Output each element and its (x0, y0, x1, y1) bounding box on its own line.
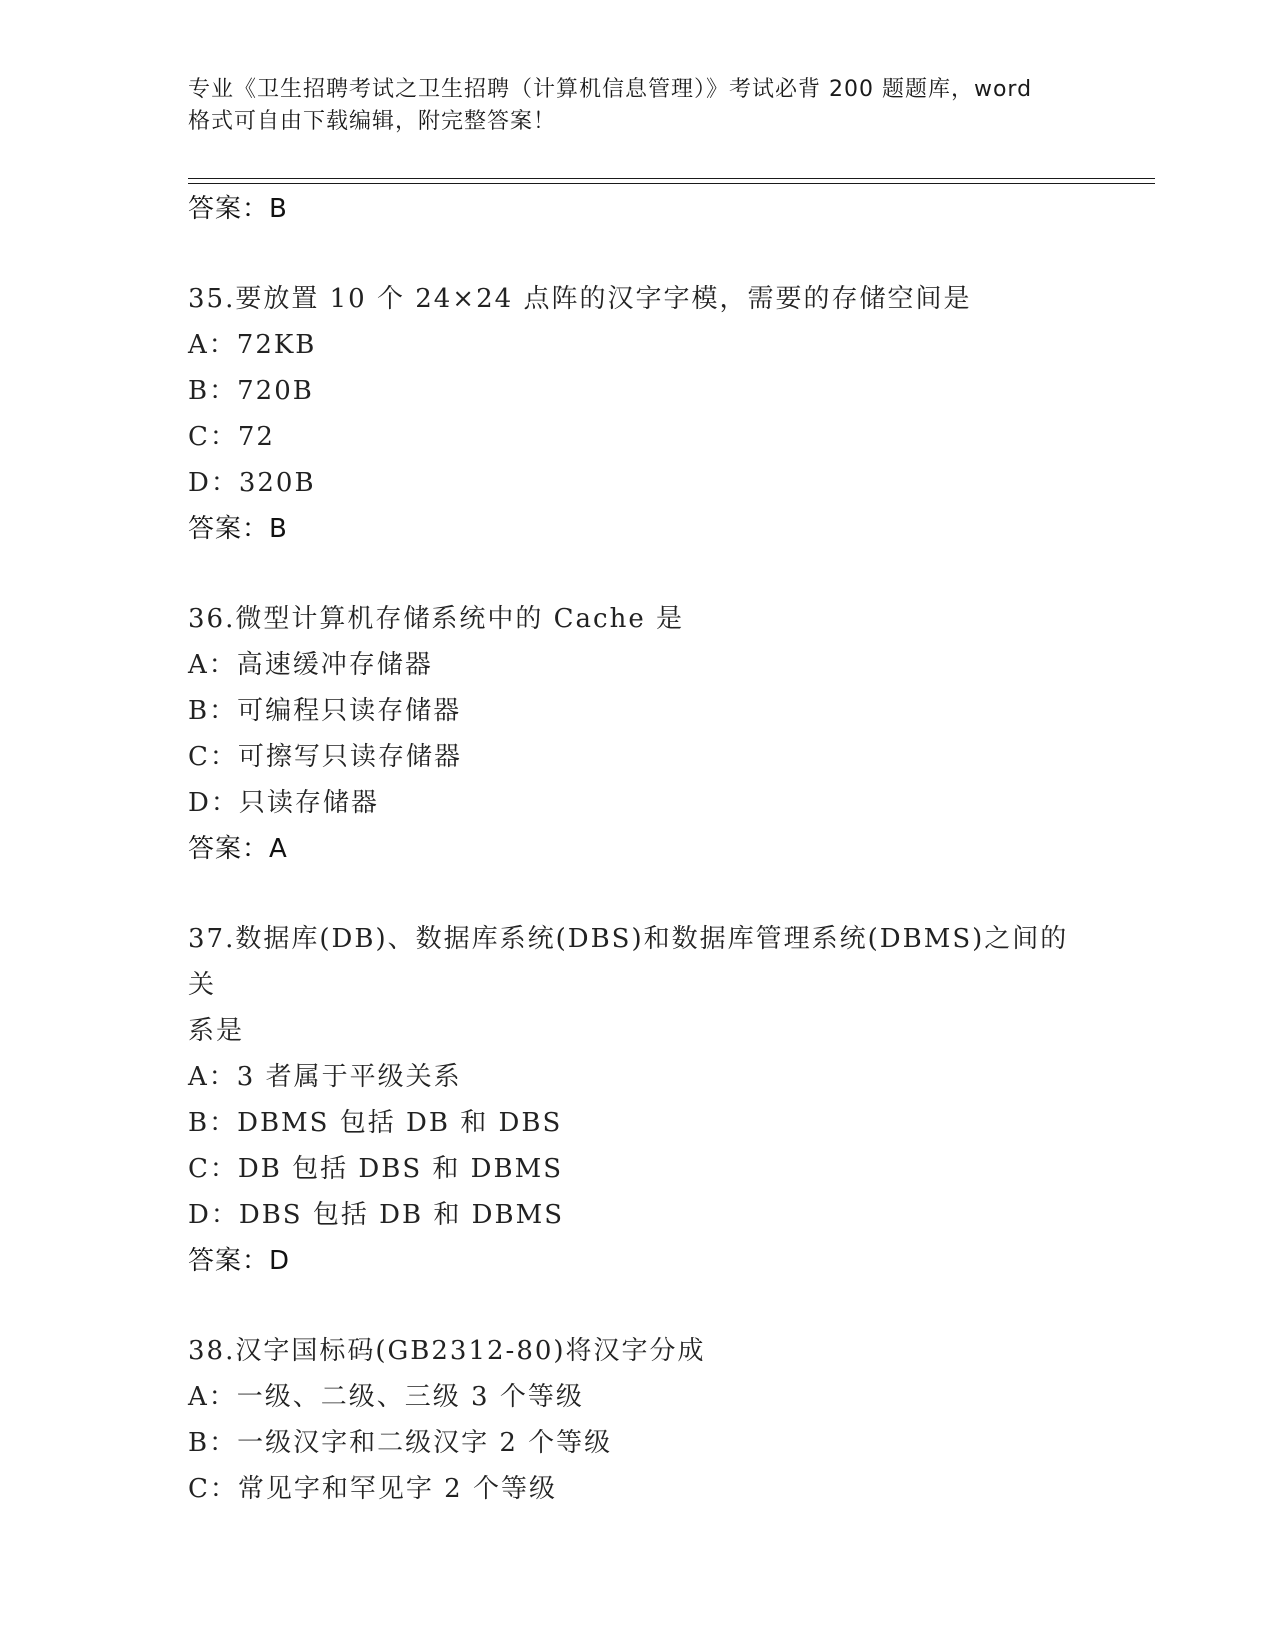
question-title-continued: 系是 (188, 1016, 245, 1046)
question-36 (188, 596, 1088, 872)
question-title: 36.微型计算机存储系统中的 Cache 是 (188, 604, 684, 634)
answer: 答案：B (188, 514, 288, 544)
option-a: A：72KB (188, 330, 317, 360)
header-line-1: 专业《卫生招聘考试之卫生招聘（计算机信息管理）》考试必背 200 题题库，word (188, 77, 1033, 102)
question-list (188, 186, 1088, 1512)
option-b: B：可编程只读存储器 (188, 696, 462, 726)
previous-answer: 答案：B (188, 194, 288, 224)
answer: 答案：A (188, 834, 288, 864)
document-header (188, 74, 1088, 138)
question-title: 37.数据库(DB)、数据库系统(DBS)和数据库管理系统(DBMS)之间的关 (188, 924, 1069, 1000)
question-37 (188, 916, 1088, 1284)
option-c: C：可擦写只读存储器 (188, 742, 462, 772)
question-38 (188, 1328, 1088, 1512)
question-title: 35.要放置 10 个 24×24 点阵的汉字字模，需要的存储空间是 (188, 284, 972, 314)
option-c: C：常见字和罕见字 2 个等级 (188, 1474, 557, 1504)
header-line-2: 格式可自由下载编辑，附完整答案！ (188, 109, 557, 134)
option-a: A：高速缓冲存储器 (188, 650, 433, 680)
option-c: C：DB 包括 DBS 和 DBMS (188, 1154, 564, 1184)
option-c: C：72 (188, 422, 275, 452)
question-title: 38.汉字国标码(GB2312-80)将汉字分成 (188, 1336, 706, 1366)
option-b: B：DBMS 包括 DB 和 DBS (188, 1108, 563, 1138)
option-b: B：一级汉字和二级汉字 2 个等级 (188, 1428, 613, 1458)
option-a: A：3 者属于平级关系 (188, 1062, 462, 1092)
header-divider-top (188, 178, 1155, 179)
header-divider-bottom (188, 183, 1155, 184)
answer: 答案：D (188, 1246, 291, 1276)
option-a: A：一级、二级、三级 3 个等级 (188, 1382, 584, 1412)
option-d: D：只读存储器 (188, 788, 379, 818)
option-b: B：720B (188, 376, 314, 406)
option-d: D：DBS 包括 DB 和 DBMS (188, 1200, 565, 1230)
question-35 (188, 276, 1088, 552)
option-d: D：320B (188, 468, 316, 498)
